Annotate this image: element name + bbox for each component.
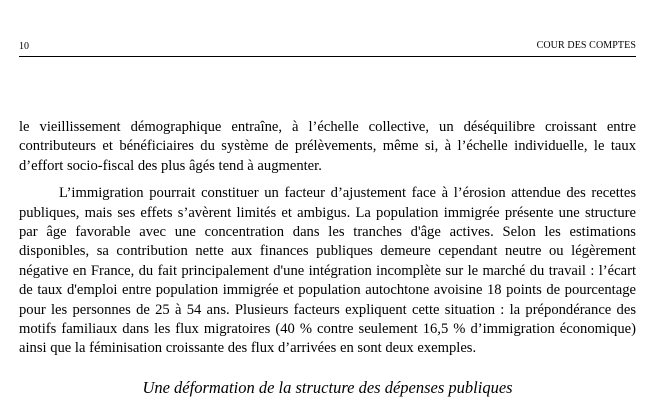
page-header <box>19 40 636 57</box>
body-text <box>19 118 636 359</box>
section-heading: Une déformation de la structure des dépenses publiques <box>142 378 513 397</box>
running-head: COUR DES COMPTES <box>536 40 636 51</box>
page-number: 10 <box>19 41 29 52</box>
paragraph-1: le vieillissement démographique entraîne, à l’échelle collective, un déséquilibre croissant entre contributeurs et bénéficiaires du système de prélèvements, même si, à l’échelle individuelle, le taux d’effort socio-fiscal des plus âgés tend à augmenter. <box>19 119 636 174</box>
paragraph-2: L’immigration pourrait constituer un facteur d’ajustement face à l’érosion attendue des recettes publiques, mais ses effets s’avèrent limités et ambigus. La population immigrée présente une structure par âge favorable avec une concentration dans les tranches d'âge actives. Selon les estimations disponibles, sa contribution nette aux finances publiques demeure cependant neutre ou légèrement négative en France, du fait principalement d'une intégration incomplète sur le marché du travail : l’écart de taux d'emploi entre population immigrée et population autochtone avoisine 18 points de pourcentage pour les personnes de 25 à 54 ans. Plusieurs facteurs expliquent cette situation : la prépondérance des motifs familiaux dans les flux migratoires (40 % contre seulement 16,5 % d’immigration économique) ainsi que la féminisation croissante des flux d’arrivées en sont deux exemples. <box>19 185 636 357</box>
